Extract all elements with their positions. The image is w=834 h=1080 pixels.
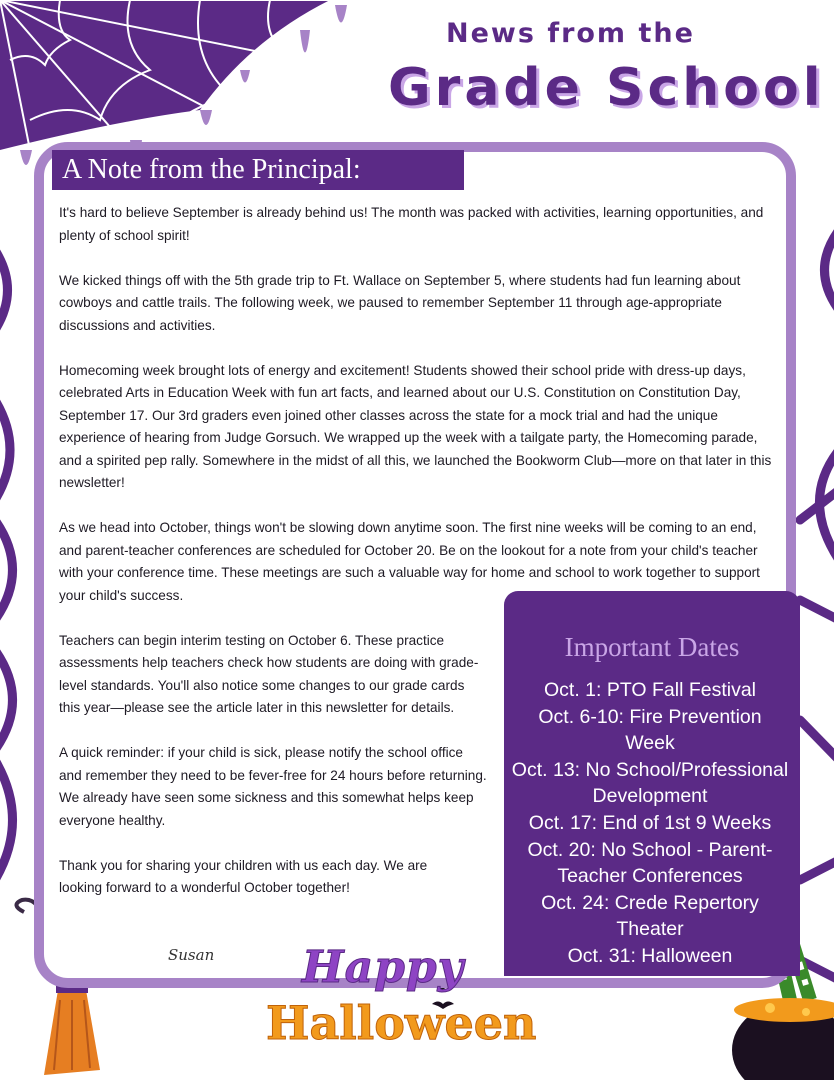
date-item: Oct. 20: No School - Parent-Teacher Conferences [527,838,773,888]
section-heading: A Note from the Principal: [52,150,464,190]
letter-paragraph: Thank you for sharing your children with us each day. We are looking forward to a wonderful October together! [59,857,428,895]
important-dates-title: Important Dates [564,632,740,662]
letter-paragraph: It's hard to believe September is already behind us! The month was packed with activities, learning opportunities, and plenty of school spirit! [59,205,764,243]
masthead-title: Grade School [388,58,825,118]
date-item: Oct. 24: Crede Repertory Theater [541,891,759,941]
letter-paragraph: A quick reminder: if your child is sick, please notify the school office and remember they need to be fever-free for 24 hours before returning. We already have seen some sickness and this somewhat helps keep everyone healthy. [59,745,487,828]
letter-paragraph: We kicked things off with the 5th grade trip to Ft. Wallace on September 5, where students had fun learning about cowboys and cattle trails. The following week, we paused to remember September 11 through age-appropriate discussions and activities. [59,272,741,333]
principal-signature: Susan [168,946,215,964]
date-item: Oct. 13: No School/Professional Development [511,758,789,808]
letter-paragraph: As we head into October, things won't be slowing down anytime soon. The first nine weeks will be coming to an end, and parent-teacher conferences are scheduled for October 20. Be on the lookout for a note from your child's teacher with your conference time. These meetings are such a valuable way for home and school to work together to support your child's success. [59,520,760,603]
spider-web-right [800,230,834,980]
date-item: Oct. 1: PTO Fall Festival [543,679,757,701]
masthead-subtitle: News from the [446,18,695,49]
letter-paragraph: Teachers can begin interim testing on October 6. These practice assessments help teachers check how students are doing with grade-level standards. You'll also notice some changes to our grade cards this year—please see the article later in this newsletter for details. [59,632,479,715]
letter-paragraph: Homecoming week brought lots of energy and excitement! Students showed their school pride with dress-up days, celebrated Arts in Education Week with fun art facts, and learned about our U.S. Constitution on Constitution Day, September 17. Our 3rd graders even joined other classes across the state for a mock trial and had the unique experience of hearing from Judge Gorsuch. We wrapped up the week with a tailgate party, the Homecoming parade, and a spirited pep rally. Somewhere in the midst of all this, we launched the Bookworm Club—more on that later in this newsletter! [59,362,772,490]
date-item: Oct. 17: End of 1st 9 Weeks [528,811,772,834]
spider-web-left [0,250,13,880]
important-dates-list [506,677,794,970]
happy-halloween-art-line2: Halloween [266,996,537,1050]
date-item: Oct. 31: Halloween [567,944,733,967]
date-item: Oct. 6-10: Fire Prevention Week [538,705,762,755]
happy-halloween-art-line1: Happy [302,942,465,993]
